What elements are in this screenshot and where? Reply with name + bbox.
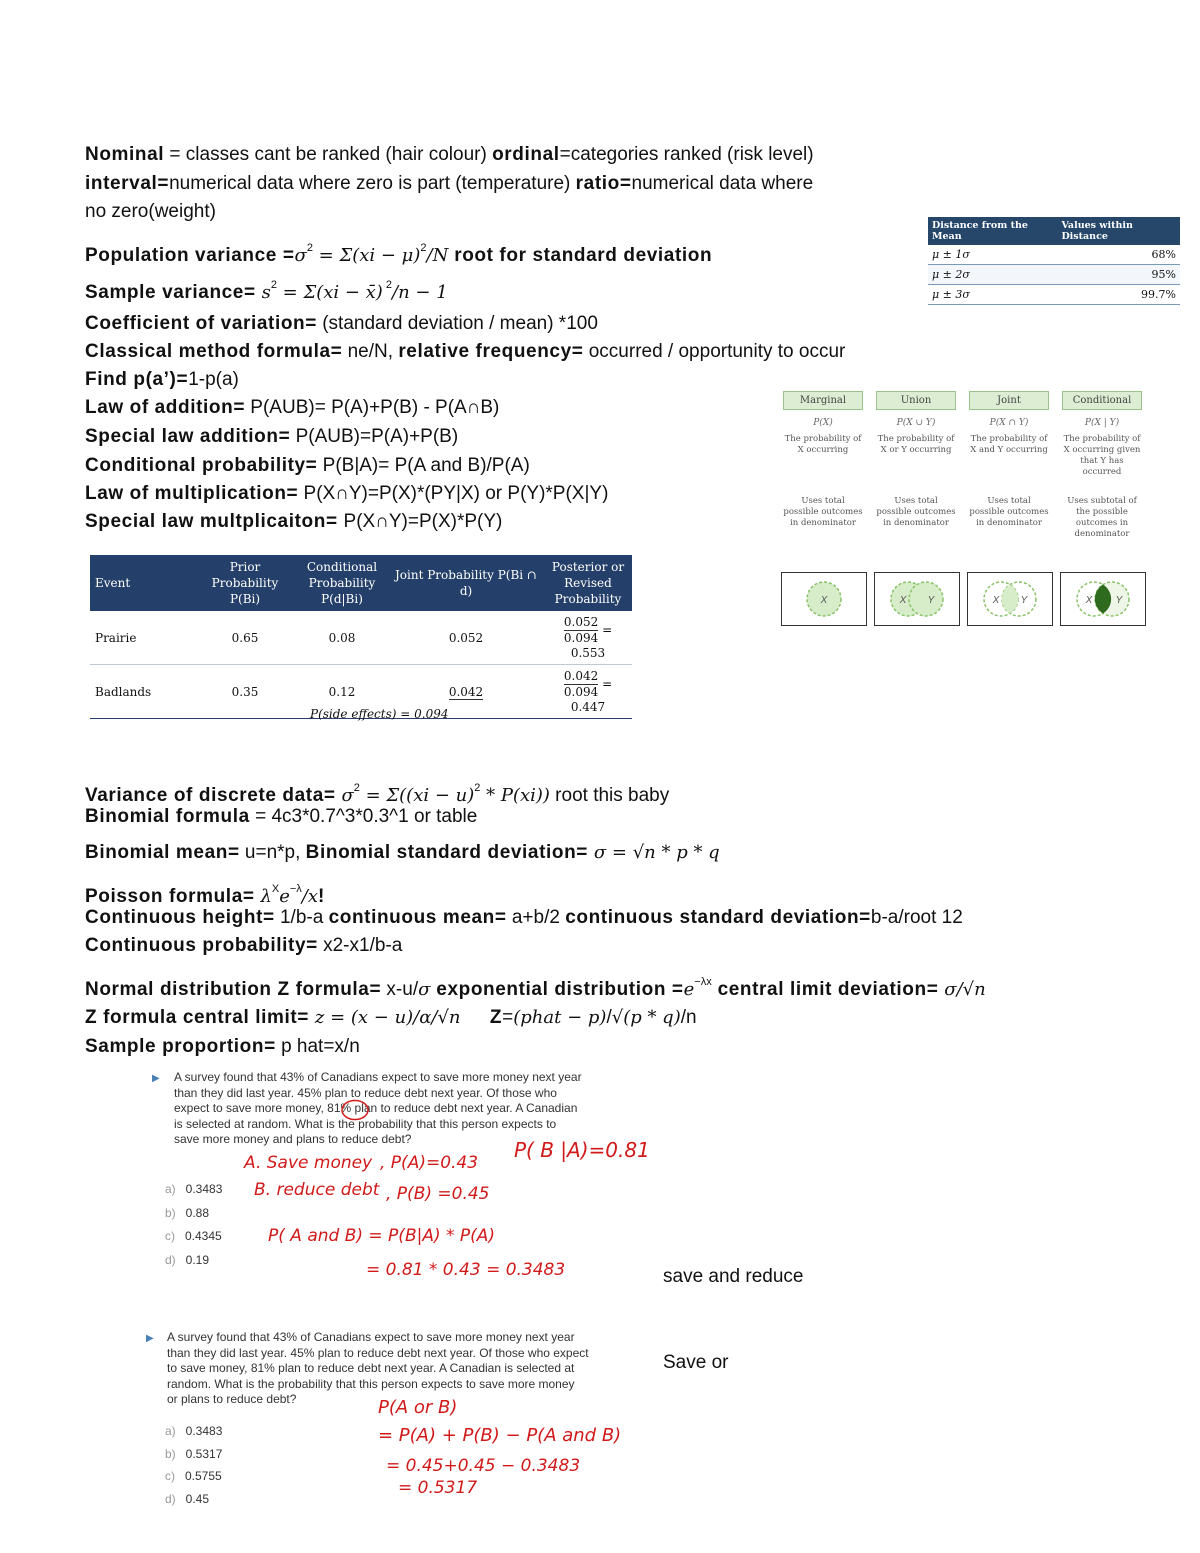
term: root for standard deviation [448, 245, 713, 266]
sup: 2 [353, 782, 360, 794]
line-no-zero [85, 199, 216, 225]
line-continuous-height [85, 905, 963, 931]
term: interval= [85, 173, 170, 194]
option-letter: c) [165, 1469, 175, 1483]
term: Population variance = [85, 245, 295, 266]
math: /N [426, 245, 449, 266]
math: σ/√n [944, 979, 986, 1000]
table-header: Posterior or Revised Probability [544, 555, 632, 611]
option-d[interactable] [165, 1492, 209, 1506]
fraction [564, 615, 598, 646]
prob-type-uses: Uses subtotal of the possible outcomes in denominator [1067, 496, 1137, 539]
venn-label: X [820, 595, 828, 606]
text: occurred / opportunity to occur [583, 341, 846, 362]
line-law-multiplication [85, 481, 608, 507]
term: central limit deviation= [711, 979, 945, 1000]
handwriting-a: A. Save money [244, 1153, 373, 1173]
term: Poisson formula= [85, 886, 261, 907]
handwriting-formula: = P(A) + P(B) − P(A and B) [378, 1425, 622, 1446]
term: Binomial formula [85, 806, 250, 827]
table-cell: 0.12 [296, 665, 388, 719]
posterior: = 0.553 [570, 623, 613, 660]
sup: 2 [382, 279, 393, 291]
bullet-arrow-icon: ▶ [152, 1073, 160, 1084]
line-coefficient-variation [85, 311, 598, 337]
text: x2-x1/b-a [317, 935, 403, 956]
text: numerical data where zero is part (temperature) [169, 173, 576, 194]
text: numerical data where [631, 173, 814, 194]
line-normal-distribution [85, 969, 986, 1003]
option-b[interactable] [165, 1206, 209, 1220]
table-row [90, 611, 632, 665]
math: = Σ((xi − u) [359, 785, 475, 806]
line-interval [85, 171, 813, 197]
line-binomial-formula [85, 804, 477, 830]
venn-label: X [899, 595, 907, 606]
circle-mark-icon [340, 1099, 370, 1121]
question-2-text [167, 1330, 589, 1408]
table-cell: 0.08 [296, 611, 388, 665]
term: Binomial mean= [85, 842, 240, 863]
numerator: 0.052 [563, 615, 599, 629]
text: P(B|A)= P(A and B)/P(A) [317, 455, 530, 476]
prob-type-desc: The probability of X and Y occurring [970, 434, 1048, 455]
text: x-u/ [381, 979, 419, 1000]
line-classical-method [85, 339, 845, 365]
prob-type-notation: P(X | Y) [1084, 418, 1120, 428]
table-cell: Badlands [90, 665, 194, 719]
std-distance-table [928, 217, 1180, 305]
text: / [606, 1007, 612, 1028]
term: Classical method formula= [85, 341, 343, 362]
term: Special law addition= [85, 426, 291, 447]
term: continuous mean= [328, 907, 507, 928]
term: continuous standard deviation= [565, 907, 871, 928]
prob-type-conditional [1062, 391, 1142, 544]
table-header: Joint Probability P(Bi ∩ d) [388, 555, 544, 611]
term: Variance of discrete data= [85, 785, 342, 806]
venn-label: Y [1115, 595, 1123, 606]
handwriting-answer: = 0.5317 [398, 1478, 478, 1498]
handwriting-pa: , P(A)=0.43 [380, 1153, 479, 1173]
question-line: is selected at random. What is the probability that this person expects to [174, 1116, 557, 1131]
term: relative frequency= [398, 341, 584, 362]
text: u=n*p, [239, 842, 306, 863]
prob-type-head: Union [876, 391, 956, 410]
prob-type-head: Joint [969, 391, 1049, 410]
note-save-or: Save or [663, 1352, 729, 1373]
table-cell: 68% [1057, 245, 1180, 265]
text: 1/b-a [274, 907, 329, 928]
text: a+b/2 [506, 907, 566, 928]
venn-label: Y [927, 595, 935, 606]
denominator: 0.094 [563, 631, 599, 645]
sup: 2 [270, 279, 277, 291]
text: = [502, 1007, 514, 1028]
option-value: 0.88 [185, 1206, 210, 1220]
option-letter: d) [165, 1492, 176, 1506]
table-header: Conditional Probability P(d|Bi) [296, 555, 388, 611]
math: √(p * q) [611, 1007, 681, 1028]
question-line: expect to save more money, 81% plan to reduce debt next year. A Canadian [174, 1101, 578, 1115]
handwriting-b: B. reduce debt [254, 1180, 380, 1200]
prob-type-uses: Uses total possible outcomes in denominator [969, 496, 1049, 528]
text: ne/N, [342, 341, 399, 362]
sup: −λx [694, 976, 712, 988]
option-value: 0.3483 [185, 1182, 223, 1196]
term: Normal distribution Z formula= [85, 979, 382, 1000]
table-header: Event [90, 555, 194, 611]
text: P(AUB)=P(A)+P(B) [290, 426, 459, 447]
option-value: 0.5755 [185, 1469, 222, 1483]
venn-label: X [992, 595, 1000, 606]
bayes-table [90, 555, 632, 719]
text: root this baby [549, 785, 670, 806]
term: Z formula central limit= [85, 1007, 315, 1028]
term: ordinal [492, 144, 560, 165]
line-special-multiplication [85, 509, 502, 535]
text: P(AUB)= P(A)+P(B) - P(A∩B) [245, 397, 500, 418]
numerator: 0.042 [563, 669, 599, 683]
term: Continuous height= [85, 907, 275, 928]
math: = Σ(xi − x̄) [276, 282, 383, 303]
sup: 2 [420, 242, 427, 254]
option-letter: a) [165, 1182, 176, 1196]
math: z = (x − u)/α/√n [314, 1007, 461, 1028]
question-line: or plans to reduce debt? [167, 1392, 297, 1406]
math: (phat − p) [513, 1007, 607, 1028]
handwriting-substitute: = 0.45+0.45 − 0.3483 [386, 1456, 581, 1476]
table-cell: 99.7% [1057, 285, 1180, 305]
term: Binomial standard deviation= [305, 842, 594, 863]
option-letter: d) [165, 1253, 176, 1267]
table-cell [544, 611, 632, 665]
table-header: Distance from the Mean [928, 217, 1057, 245]
text: (standard deviation / mean) *100 [316, 313, 598, 334]
table-cell: 0.65 [194, 611, 296, 665]
handwriting-result: = 0.81 * 0.43 = 0.3483 [366, 1260, 566, 1280]
handwriting-cond: P( B |A)=0.81 [514, 1138, 650, 1162]
math: σ [294, 245, 307, 266]
prob-type-notation: P(X ∪ Y) [896, 418, 936, 428]
term: Nominal [85, 144, 165, 165]
option-a[interactable] [165, 1424, 222, 1438]
prob-type-head: Marginal [783, 391, 863, 410]
question-line: A survey found that 43% of Canadians expect to save more money next year [174, 1070, 582, 1084]
math: σ = √n * p * q [593, 842, 720, 863]
line-sample-variance [85, 272, 448, 306]
prob-type-desc: The probability of X occurring [784, 434, 862, 455]
option-value: 0.4345 [185, 1229, 222, 1243]
handwriting-formula: P( A and B) = P(B|A) * P(A) [268, 1226, 496, 1246]
table-cell: μ ± 1σ [928, 245, 1057, 265]
prob-type-joint [969, 391, 1049, 544]
question-line: than they did last year. 45% plan to reduce debt next year. Of those who [174, 1085, 557, 1100]
option-letter: a) [165, 1424, 176, 1438]
prob-type-desc: The probability of X or Y occurring [877, 434, 955, 455]
line-nominal [85, 142, 814, 168]
text: b-a/root 12 [870, 907, 963, 928]
line-conditional [85, 453, 530, 479]
question-line: than they did last year. 45% plan to reduce debt next year. Of those who expect [167, 1345, 589, 1360]
prob-type-union [876, 391, 956, 544]
table-cell: 0.052 [388, 611, 544, 665]
text: no zero(weight) [85, 201, 216, 222]
math: s [261, 282, 271, 303]
term: ! [318, 886, 325, 907]
term: exponential distribution = [430, 979, 684, 1000]
table-cell: 0.35 [194, 665, 296, 719]
term: ratio= [575, 173, 632, 194]
prob-type-notation: P(X ∩ Y) [989, 418, 1029, 428]
line-complement [85, 367, 239, 393]
option-c[interactable] [165, 1229, 222, 1243]
math: /x [301, 886, 319, 907]
prob-type-uses: Uses total possible outcomes in denominator [783, 496, 863, 528]
table-cell: 95% [1057, 265, 1180, 285]
term: Conditional probability= [85, 455, 318, 476]
table-row [928, 285, 1180, 305]
sup: 2 [306, 242, 313, 254]
term: Find p(a’)= [85, 369, 189, 390]
option-d[interactable] [165, 1253, 209, 1267]
venn-union [874, 572, 960, 626]
term: Law of multiplication= [85, 483, 299, 504]
text: p hat=x/n [275, 1036, 360, 1057]
posterior: = 0.447 [570, 677, 613, 714]
math: σ [341, 785, 354, 806]
venn-joint [967, 572, 1053, 626]
venn-joint-graphic [968, 573, 1052, 625]
line-sample-proportion [85, 1034, 360, 1060]
term: Continuous probability= [85, 935, 318, 956]
term: Law of addition= [85, 397, 246, 418]
prob-type-marginal [783, 391, 863, 544]
term: Sample proportion= [85, 1036, 276, 1057]
line-population-variance [85, 235, 712, 269]
note-save-and-reduce: save and reduce [663, 1266, 804, 1287]
text: P(X∩Y)=P(X)*P(Y) [343, 511, 503, 532]
text: =categories ranked (risk level) [559, 144, 814, 165]
bullet-arrow-icon: ▶ [146, 1333, 154, 1344]
line-continuous-probability [85, 933, 402, 959]
table-cell [544, 665, 632, 719]
line-special-addition [85, 424, 458, 450]
line-binomial-mean [85, 840, 720, 866]
option-value: 0.19 [185, 1253, 210, 1267]
venn-marginal [781, 572, 867, 626]
sup: −λ [289, 883, 302, 895]
sup: X [271, 883, 280, 895]
option-letter: b) [165, 1447, 176, 1461]
table-cell: μ ± 3σ [928, 285, 1057, 305]
text: 1-p(a) [188, 369, 239, 390]
fraction [564, 669, 598, 700]
handwriting-pb: , P(B) =0.45 [386, 1184, 490, 1204]
question-1-text [174, 1070, 582, 1148]
text: = classes cant be ranked (hair colour) [164, 144, 493, 165]
math: e [683, 979, 695, 1000]
option-letter: b) [165, 1206, 176, 1220]
text: = 4c3*0.7^3*0.3^1 or table [249, 806, 478, 827]
math: σ [418, 979, 431, 1000]
joint-sum: 0.042 [448, 684, 484, 699]
math: e [279, 886, 290, 907]
term: Special law multplicaiton= [85, 511, 344, 532]
math: = Σ(xi − μ) [312, 245, 421, 266]
table-header: Values within Distance [1057, 217, 1180, 245]
venn-conditional-graphic [1061, 573, 1145, 625]
venn-conditional [1060, 572, 1146, 626]
question-line: save more money and plans to reduce debt? [174, 1132, 412, 1146]
text: /n [680, 1007, 697, 1028]
math: /n − 1 [392, 282, 448, 303]
term: Coefficient of variation= [85, 313, 317, 334]
sup: 2 [474, 782, 481, 794]
table-row [928, 245, 1180, 265]
prob-type-head: Conditional [1062, 391, 1142, 410]
option-b[interactable] [165, 1447, 222, 1461]
handwriting-or: P(A or B) [378, 1397, 458, 1418]
denominator: 0.094 [563, 685, 599, 699]
prob-type-uses: Uses total possible outcomes in denominator [876, 496, 956, 528]
prob-type-desc: The probability of X occurring given that Y has occurred [1063, 434, 1141, 477]
line-z-central-limit [85, 1005, 697, 1031]
option-letter: c) [165, 1229, 175, 1243]
bayes-footer: P(side effects) = 0.094 [310, 707, 449, 721]
term: Z [460, 1007, 503, 1028]
option-value: 0.3483 [185, 1424, 223, 1438]
table-row [928, 265, 1180, 285]
question-line: random. What is the probability that this person expects to save more money [167, 1376, 575, 1391]
table-cell: Prairie [90, 611, 194, 665]
text: P(X∩Y)=P(X)*(PY|X) or P(Y)*P(X|Y) [298, 483, 609, 504]
table-cell: μ ± 2σ [928, 265, 1057, 285]
term: Sample variance= [85, 282, 262, 303]
question-line: to save money, 81% plan to reduce debt next year. A Canadian is selected at [167, 1361, 575, 1375]
line-law-addition [85, 395, 499, 421]
venn-label: X [1085, 595, 1093, 606]
table-header: Prior Probability P(Bi) [194, 555, 296, 611]
option-value: 0.5317 [185, 1447, 223, 1461]
math: λ [260, 886, 272, 907]
math: * P(xi)) [480, 785, 550, 806]
venn-label: Y [1020, 595, 1028, 606]
prob-type-notation: P(X) [813, 418, 833, 428]
option-value: 0.45 [185, 1492, 210, 1506]
option-c[interactable] [165, 1469, 222, 1483]
question-line: A survey found that 43% of Canadians expect to save more money next year [167, 1330, 575, 1344]
venn-marginal-graphic [782, 573, 866, 625]
venn-union-graphic [875, 573, 959, 625]
option-a[interactable] [165, 1182, 222, 1196]
